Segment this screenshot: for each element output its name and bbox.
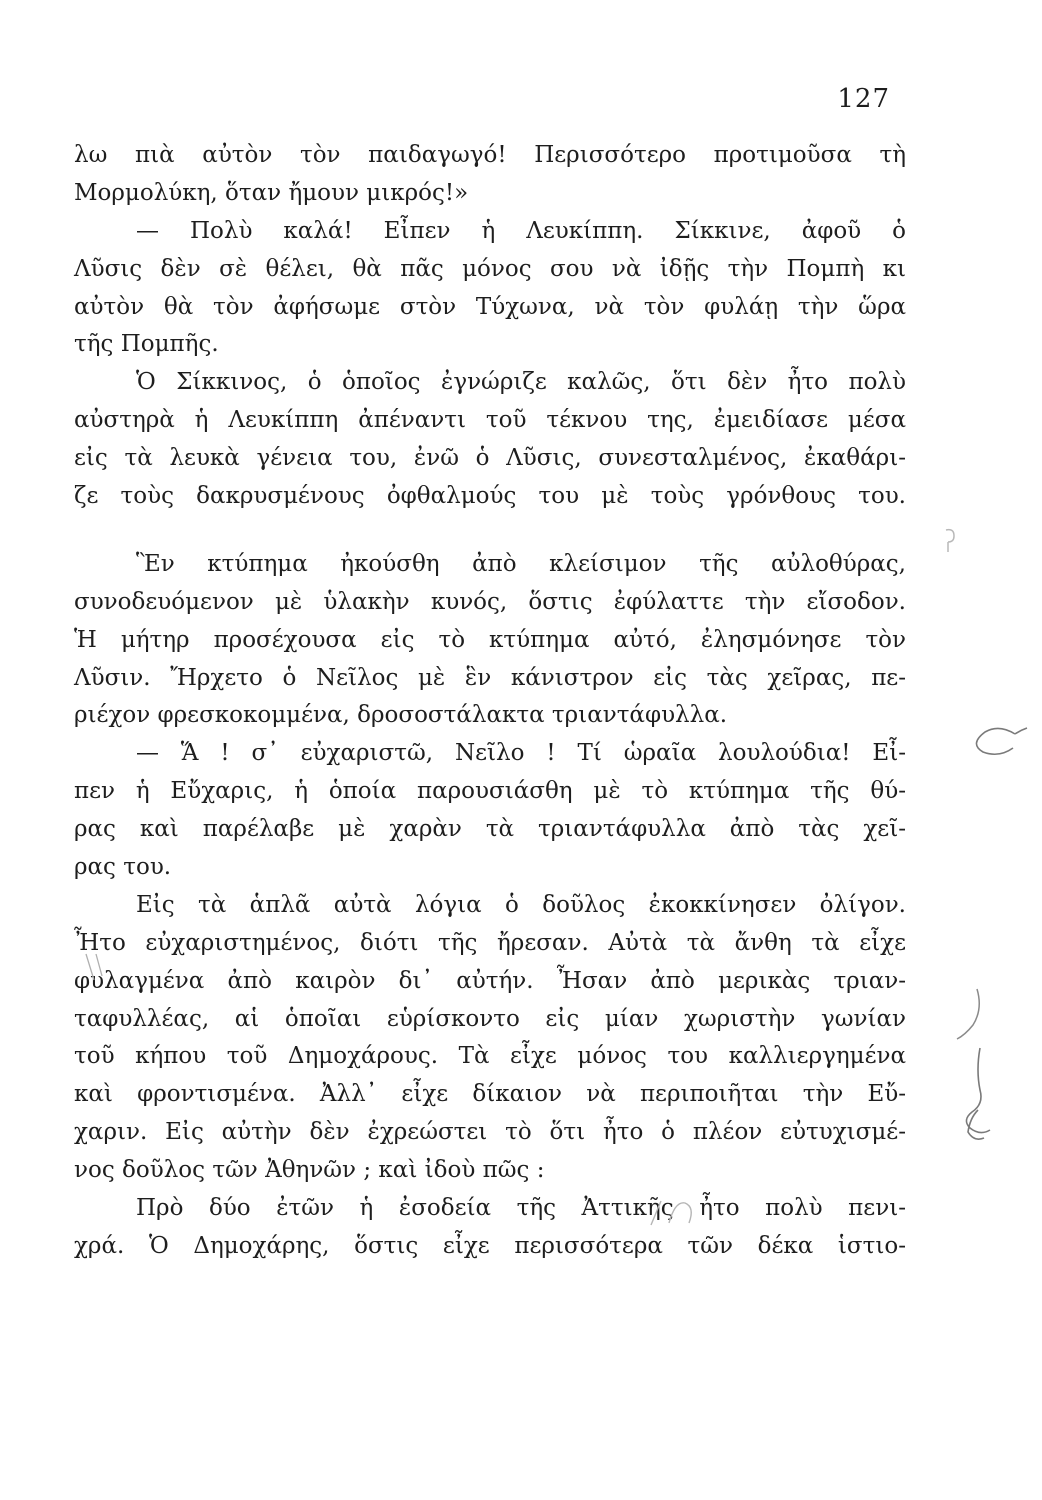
text-line: νος δοῦλος τῶν Ἀθηνῶν ; καὶ ἰδοὺ πῶς :	[74, 1157, 545, 1184]
text-line: ταφυλλέας, αἱ ὁποῖαι εὑρίσκοντο εἰς μίαν χωριστὴν γωνίαν	[74, 1005, 906, 1032]
text-line: φυλαγμένα ἀπὸ καιρὸν δι᾽ αὐτήν. Ἦσαν ἀπὸ μερικὰς τριαν-	[74, 967, 906, 994]
margin-pencil-bracket	[955, 985, 995, 1045]
text-line: αὐστηρὰ ἡ Λευκίππη ἀπέναντι τοῦ τέκνου της, ἐμειδίασε μέσα	[74, 407, 906, 434]
paragraph	[74, 213, 906, 365]
paragraph	[74, 137, 906, 213]
text-line: Πρὸ δύο ἐτῶν ἡ ἐσοδεία τῆς Ἀττικῆς ἦτο πολὺ πενι-	[136, 1195, 906, 1222]
text-line: ζε τοὺς δακρυσμένους ὀφθαλμούς του μὲ τοὺς γρόνθους του.	[74, 483, 906, 510]
paragraph	[74, 1190, 906, 1266]
text-line: Ὁ Σίκκινος, ὁ ὁποῖος ἐγνώριζε καλῶς, ὅτι δὲν ἦτο πολὺ	[136, 369, 906, 396]
text-line: αὐτὸν θὰ τὸν ἀφήσωμε στὸν Τύχωνα, νὰ τὸν φυλάῃ τὴν ὥρα	[74, 293, 906, 320]
text-line: — Πολὺ καλά! Εἶπεν ἡ Λευκίππη. Σίκκινε, ἀφοῦ ὁ	[136, 217, 906, 244]
text-line: χαριν. Εἰς αὐτὴν δὲν ἐχρεώστει τὸ ὅτι ἦτο ὁ πλέον εὐτυχισμέ-	[74, 1119, 906, 1146]
text-line: πεν ἡ Εὔχαρις, ἡ ὁποία παρουσιάσθη μὲ τὸ κτύπημα τῆς θύ-	[74, 778, 906, 805]
paragraph-gap	[74, 516, 906, 546]
text-line: ρας καὶ παρέλαβε μὲ χαρὰν τὰ τριαντάφυλλα ἀπὸ τὰς χεῖ-	[74, 816, 906, 843]
text-line: τῆς Πομπῆς.	[74, 331, 219, 358]
text-line: συνοδευόμενον μὲ ὑλακὴν κυνός, ὅστις ἐφύλαττε τὴν εἴσοδον.	[74, 588, 906, 615]
text-line: Λῦσις δὲν σὲ θέλει, θὰ πᾶς μόνος σου νὰ ἰδῇς τὴν Πομπὴ κι	[74, 255, 906, 282]
text-line: — Ἅ ! σ᾽ εὐχαριστῶ, Νεῖλο ! Τί ὡραῖα λουλούδια! Εἶ-	[136, 740, 906, 767]
text-line: ριέχον φρεσκοκομμένα, δροσοστάλακτα τριαντάφυλλα.	[74, 702, 728, 729]
text-line: καὶ φροντισμένα. Ἀλλ᾽ εἶχε δίκαιον νὰ περιποιῆται τὴν Εὔ-	[74, 1081, 906, 1108]
margin-pencil-scribble	[950, 1040, 1000, 1150]
text-line: ρας του.	[74, 854, 172, 881]
margin-pencil-curl	[955, 722, 1035, 762]
text-line: Λῦσιν. Ἤρχετο ὁ Νεῖλος μὲ ἓν κάνιστρον εἰς τὰς χεῖρας, πε-	[74, 664, 906, 691]
margin-pencil-mark-top	[940, 526, 970, 556]
paragraph	[74, 735, 906, 887]
text-line: τοῦ κήπου τοῦ Δημοχάρους. Τὰ εἶχε μόνος του καλλιεργημένα	[74, 1043, 906, 1070]
text-line: λω πιὰ αὐτὸν τὸν παιδαγωγό! Περισσότερο προτιμοῦσα τὴ	[74, 142, 906, 168]
text-line: Μορμολύκη, ὅταν ἤμουν μικρός!»	[74, 179, 469, 206]
text-line: χρά. Ὁ Δημοχάρης, ὅστις εἶχε περισσότερα τῶν δέκα ἱστιο-	[74, 1232, 906, 1259]
text-line: Εἰς τὰ ἁπλᾶ αὐτὰ λόγια ὁ δοῦλος ἐκοκκίνησεν ὀλίγον.	[136, 891, 906, 918]
page-number: 127	[837, 84, 890, 114]
text-line: Ἡ μήτηρ προσέχουσα εἰς τὸ κτύπημα αὐτό, ἐλησμόνησε τὸν	[74, 626, 906, 653]
paragraph	[74, 887, 906, 1190]
body-text	[74, 137, 906, 1266]
text-line: εἰς τὰ λευκὰ γένεια του, ἐνῶ ὁ Λῦσις, συνεσταλμένος, ἐκαθάρι-	[74, 445, 906, 472]
text-line: Ἦτο εὐχαριστημένος, διότι τῆς ἤρεσαν. Αὐτὰ τὰ ἄνθη τὰ εἶχε	[74, 929, 906, 956]
text-line: Ἓν κτύπημα ἠκούσθη ἀπὸ κλείσιμον τῆς αὐλοθύρας,	[136, 550, 906, 577]
paragraph	[74, 546, 906, 735]
paragraph	[74, 364, 906, 516]
